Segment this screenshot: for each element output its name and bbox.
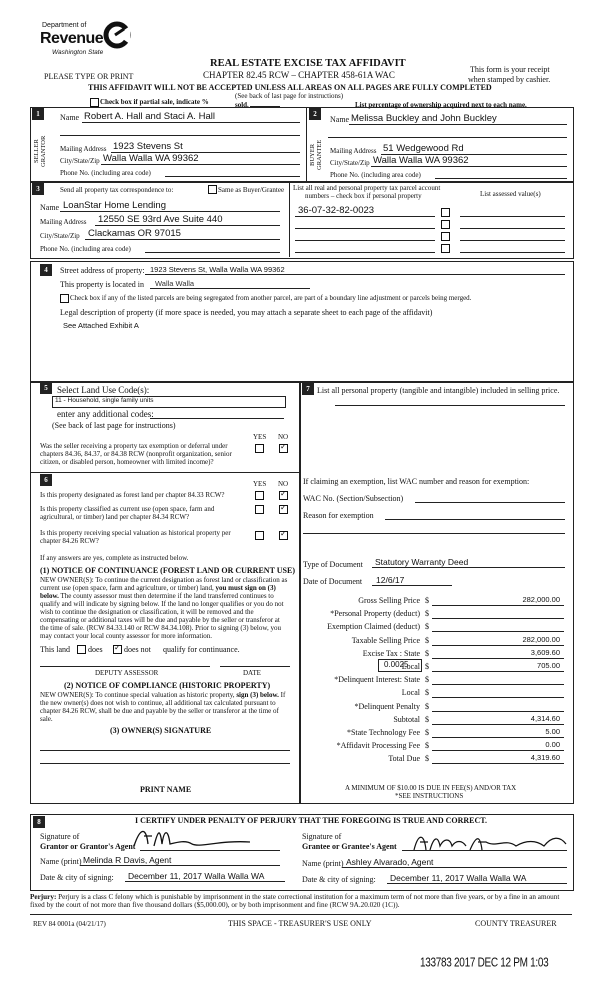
notice-continuance-text-2: The county assessor must then determine if the land transferred continues to qualify and will indicate by signing below. If the land no longer qualifies or you do not wish to continue the designation or classification, it will be removed and the compensating or additional taxes will be due and payable by the seller or transferor at the time of sale. (RCW 84.33.140 or RCW 84.34.108). Prior to signing (3) below, you may contact your local county assessor for more information. xyxy=(40,592,284,641)
tax-row-label: *Delinquent Interest: State xyxy=(334,675,420,685)
tax-row-label: Gross Selling Price xyxy=(358,596,420,605)
tax-row-label: *Delinquent Penalty xyxy=(354,701,420,711)
print-name-label: PRINT NAME xyxy=(140,785,192,794)
parcel-header-1: List all real and personal property tax parcel account xyxy=(293,184,441,192)
deputy-assessor-label: DEPUTY ASSESSOR xyxy=(95,669,159,677)
exemption-reason-label: Reason for exemption xyxy=(303,511,374,520)
form-number: REV 84 0001a (04/21/17) xyxy=(33,920,106,928)
grantor-signature-of: Signature of xyxy=(40,832,80,841)
tax-row-line xyxy=(432,750,564,751)
seller-name-line-2 xyxy=(60,135,300,136)
tax-row-dollar: $ xyxy=(425,662,429,671)
form-warning: THIS AFFIDAVIT WILL NOT BE ACCEPTED UNLESS ALL AREAS ON ALL PAGES ARE FULLY COMPLETED xyxy=(88,83,492,92)
tax-row-label: *Personal Property (deduct) xyxy=(330,609,420,619)
cashier-stamp: 133783 2017 DEC 12 PM 1:03 xyxy=(420,956,549,971)
personal-property-checkbox-2[interactable] xyxy=(441,220,450,229)
tax-rate-value: 0.0025 xyxy=(384,660,409,669)
sec6-yes-header: YES xyxy=(253,480,267,488)
seller-name-value[interactable]: Robert A. Hall and Staci A. Hall xyxy=(84,111,215,122)
land-use-label: Select Land Use Code(s): xyxy=(57,385,150,395)
buyer-city-line xyxy=(371,166,567,167)
tax-city-label: City/State/Zip xyxy=(40,232,80,240)
notice-compliance-body xyxy=(40,691,290,723)
qualify-label: qualify for continuance. xyxy=(163,645,240,654)
exemption-no-checkbox[interactable] xyxy=(279,444,288,453)
personal-property-checkbox-4[interactable] xyxy=(441,244,450,253)
grantee-date-value[interactable]: December 11, 2017 Walla Walla WA xyxy=(390,873,527,883)
tax-row-dollar: $ xyxy=(425,609,429,619)
tax-row-value[interactable]: 4,319.60 xyxy=(530,753,560,763)
tax-name-label: Name xyxy=(40,203,60,212)
same-as-buyer-checkbox[interactable] xyxy=(208,185,217,194)
notice-continuance-bold: you must sign on (3) below. xyxy=(40,584,276,601)
parcel-line-1 xyxy=(295,216,435,217)
tax-row-value[interactable]: 4,314.60 xyxy=(530,713,560,723)
document-date-label: Date of Document xyxy=(303,577,363,586)
grantee-signature-line xyxy=(402,850,567,851)
assessor-date-line xyxy=(220,666,290,667)
grantor-date-value[interactable]: December 11, 2017 Walla Walla WA xyxy=(128,871,265,881)
notice-compliance-text-2: If the new owner(s) does not wish to continue, all additional tax calculated pursuant to chapter 84.26 RCW, shall be due and payable by the seller or transferor at the time of sale. xyxy=(40,691,286,724)
tax-row-dollar: $ xyxy=(425,754,429,764)
grantee-agent-label: Grantee or Grantee's Agent xyxy=(302,842,397,851)
see-back-note: (See back of last page for instructions) xyxy=(235,92,344,100)
wac-number-label: WAC No. (Section/Subsection) xyxy=(303,494,404,503)
tax-phone-label: Phone No. (including area code) xyxy=(40,245,131,253)
buyer-name-label: Name xyxy=(330,115,350,124)
send-correspondence-label: Send all property tax correspondence to: xyxy=(60,186,174,194)
treasurer-space-label: THIS SPACE - TREASURER'S USE ONLY xyxy=(228,919,372,928)
buyer-city-value[interactable]: Walla Walla WA 99362 xyxy=(373,155,469,166)
tax-row-label: Taxable Selling Price xyxy=(351,635,420,645)
document-type-label: Type of Document xyxy=(303,560,363,569)
tax-row-line xyxy=(432,711,564,712)
tax-row-label: Subtotal xyxy=(393,714,420,724)
section-1-2-divider xyxy=(306,107,307,182)
tax-row-label: Total Due xyxy=(388,754,420,764)
buyer-phone-line xyxy=(435,178,567,179)
logo-revenue: Revenue xyxy=(40,30,104,47)
notice-continuance-text-1: NEW OWNER(S): To continue the current designation as forest land or classification as current use (open space, farm and agriculture, or timber) land, xyxy=(40,576,288,593)
seller-city-value[interactable]: Walla Walla WA 99362 xyxy=(103,153,199,164)
deputy-assessor-line xyxy=(40,666,210,667)
land-use-value: 11 - Household, single family units xyxy=(55,397,154,404)
buyer-name-value[interactable]: Melissa Buckley and John Buckley xyxy=(351,113,497,124)
document-date-value[interactable]: 12/6/17 xyxy=(376,575,405,585)
tax-row-line xyxy=(432,658,564,659)
exemption-claim-label: If claiming an exemption, list WAC number and reason for exemption: xyxy=(303,477,530,486)
document-date-line xyxy=(372,585,452,586)
grantor-signature-line xyxy=(140,850,280,851)
grantor-date-line xyxy=(125,881,285,882)
buyer-phone-label: Phone No. (including area code) xyxy=(330,171,421,179)
tax-phone-line xyxy=(145,252,280,253)
tax-row-label: *Affidavit Processing Fee xyxy=(336,741,420,751)
grantor-agent-label: Grantor or Grantor's Agent xyxy=(40,842,136,851)
tax-row-label: Local xyxy=(401,688,420,698)
county-treasurer-label: COUNTY TREASURER xyxy=(475,919,557,928)
tax-row-label: Local xyxy=(401,662,420,671)
section-8-number: 8 xyxy=(33,816,45,828)
land-does-checkbox[interactable] xyxy=(77,645,86,654)
current-use-yes-checkbox[interactable] xyxy=(255,505,264,514)
tax-row-dollar: $ xyxy=(425,714,429,724)
grantee-name-line xyxy=(342,867,567,868)
ownership-note: List percentage of ownership acquired next to each name. xyxy=(355,101,527,109)
section-4-number: 4 xyxy=(40,264,52,276)
tax-city-value[interactable]: Clackamas OR 97015 xyxy=(88,228,181,239)
grantee-name-label: Name (print) xyxy=(302,859,344,868)
seller-mailing-value[interactable]: 1923 Stevens St xyxy=(113,141,183,152)
tax-mailing-line xyxy=(95,225,280,226)
exemption-yes-checkbox[interactable] xyxy=(255,444,264,453)
tax-row-dollar: $ xyxy=(425,701,429,711)
section-6-number: 6 xyxy=(40,474,52,486)
parcel-divider xyxy=(289,181,290,257)
section-3-number: 3 xyxy=(32,183,44,195)
logo-state: Washington State xyxy=(52,49,104,56)
buyer-name-line xyxy=(349,124,567,125)
footer-divider xyxy=(30,914,572,915)
owner-signature-line-2 xyxy=(40,763,290,764)
legal-description-value[interactable]: See Attached Exhibit A xyxy=(63,321,139,330)
street-address-value[interactable]: 1923 Stevens St, Walla Walla WA 99362 xyxy=(150,265,285,274)
assessed-header: List assessed value(s) xyxy=(480,190,541,198)
grantor-signature[interactable] xyxy=(130,824,270,852)
assessed-line-4 xyxy=(460,252,565,253)
grantee-name-value[interactable]: Ashley Alvarado, Agent xyxy=(346,857,434,867)
personal-property-checkbox-3[interactable] xyxy=(441,232,450,241)
document-type-value[interactable]: Statutory Warranty Deed xyxy=(375,557,469,567)
same-as-buyer-label: Same as Buyer/Grantee xyxy=(218,186,285,194)
buyer-mailing-value[interactable]: 51 Wedgewood Rd xyxy=(383,143,464,154)
tax-row-line xyxy=(432,697,564,698)
section-7-number: 7 xyxy=(302,383,314,395)
parcel-header-2: numbers – check box if personal property xyxy=(305,192,422,200)
seller-name-line xyxy=(82,122,300,123)
tax-row-dollar: $ xyxy=(425,688,429,698)
assessed-line-3 xyxy=(460,240,565,241)
seller-grantor-label: SELLER GRANTOR xyxy=(33,135,47,167)
tax-name-value[interactable]: LoanStar Home Lending xyxy=(63,200,166,211)
land-use-select[interactable] xyxy=(52,396,286,408)
current-use-no-checkbox[interactable] xyxy=(279,505,288,514)
tax-row-value[interactable]: 282,000.00 xyxy=(522,634,560,644)
forest-land-question: Is this property designated as forest land per chapter 84.33 RCW? xyxy=(40,491,225,499)
segregated-checkbox[interactable] xyxy=(60,294,69,303)
tax-row-dollar: $ xyxy=(425,622,429,632)
exemption-reason-line-2 xyxy=(303,533,565,534)
partial-sale-checkbox[interactable] xyxy=(90,98,99,107)
located-in-value[interactable]: Walla Walla xyxy=(155,279,195,288)
tax-row-line xyxy=(432,671,564,672)
seller-city-line xyxy=(101,164,300,165)
perjury-text: Perjury is a class C felony which is punishable by imprisonment in the state correctional institution for a maximum term of not more than five years, or by a fine in an amount fixed by the court of not more than five thousand dollars ($5,000.00), or by both imprisonment and fine (RCW 9A.20.020 (1C)). xyxy=(30,893,560,910)
current-use-question: Is this property classified as current use (open space, farm and agricultural, or timber) land per chapter 84.34 RCW? xyxy=(40,505,215,522)
tax-row-dollar: $ xyxy=(425,741,429,751)
notice-continuance-title: (1) NOTICE OF CONTINUANCE (FOREST LAND OR CURRENT USE) xyxy=(40,566,295,575)
minimum-fee-note: A MINIMUM OF $10.00 IS DUE IN FEE(S) AND/OR TAX xyxy=(345,784,517,792)
forest-no-checkbox[interactable] xyxy=(279,491,288,500)
tax-row-value[interactable]: 3,609.60 xyxy=(530,647,560,657)
tax-city-line xyxy=(85,239,280,240)
parcel-line-2 xyxy=(295,228,435,229)
notice-compliance-bold: sign (3) below. xyxy=(236,691,279,699)
personal-property-checkbox-1[interactable] xyxy=(441,208,450,217)
sec5-no-header: NO xyxy=(278,433,289,441)
land-use-see-back: (See back of last page for instructions) xyxy=(52,421,176,430)
section-5-number: 5 xyxy=(40,382,52,394)
street-address-label: Street address of property: xyxy=(60,266,145,275)
tax-row-label: Exemption Claimed (deduct) xyxy=(327,622,420,632)
land-does-not-checkbox[interactable] xyxy=(113,645,122,654)
logo-dept: Department of xyxy=(42,22,87,29)
owner-signature-label: (3) OWNER(S) SIGNATURE xyxy=(110,726,212,735)
assessed-line-2 xyxy=(460,228,565,229)
grantee-date-line xyxy=(387,883,567,884)
seller-name-label: Name xyxy=(60,113,80,122)
segregated-label: Check box if any of the listed parcels are being segregated from another parcel, are part of a boundary line adjustment or parcels being merged. xyxy=(70,294,472,302)
tax-row-dollar: $ xyxy=(425,728,429,737)
tax-row-value[interactable]: 282,000.00 xyxy=(522,595,560,604)
seller-mailing-label: Mailing Address xyxy=(60,145,107,153)
type-or-print: PLEASE TYPE OR PRINT xyxy=(44,72,134,81)
tax-mailing-label: Mailing Address xyxy=(40,218,87,226)
document-type-line xyxy=(372,567,565,568)
grantee-signature[interactable] xyxy=(410,828,575,856)
parcel-line-4 xyxy=(295,252,435,253)
tax-row-line xyxy=(432,737,564,738)
parcel-number-1[interactable]: 36-07-32-82-0023 xyxy=(298,205,375,216)
grantor-date-label: Date & city of signing: xyxy=(40,873,114,882)
assessor-date-label: DATE xyxy=(243,669,261,677)
this-land-label: This land xyxy=(40,645,70,654)
historic-no-checkbox[interactable] xyxy=(279,531,288,540)
parcel-line-3 xyxy=(295,240,435,241)
buyer-city-label: City/State/Zip xyxy=(330,159,370,167)
buyer-grantee-label: BUYER GRANTEE xyxy=(309,139,323,171)
tax-row-label: *State Technology Fee xyxy=(346,728,420,737)
owner-signature-line-1 xyxy=(40,750,290,751)
minimum-fee-see: *SEE INSTRUCTIONS xyxy=(395,792,464,800)
sec5-yes-header: YES xyxy=(253,433,267,441)
tax-mailing-value[interactable]: 12550 SE 93rd Ave Suite 440 xyxy=(98,214,223,225)
land-does-not-label: does not xyxy=(124,645,151,654)
tax-row-line xyxy=(432,618,564,619)
personal-property-label: List all personal property (tangible and intangible) included in selling price. xyxy=(317,386,560,395)
tax-row-line xyxy=(432,605,564,606)
sold-label: sold. xyxy=(235,101,249,109)
additional-codes-line xyxy=(150,418,284,419)
buyer-name-line-2 xyxy=(328,137,567,138)
section-1-number: 1 xyxy=(32,108,44,120)
assessed-line-1 xyxy=(460,216,565,217)
notice-compliance-title: (2) NOTICE OF COMPLIANCE (HISTORIC PROPERTY) xyxy=(64,681,271,690)
tax-row-line xyxy=(432,724,564,725)
tax-row-line xyxy=(432,763,564,764)
sec6-no-header: NO xyxy=(278,480,289,488)
revenue-swoosh-icon xyxy=(102,20,132,50)
if-yes-instruction: If any answers are yes, complete as instructed below. xyxy=(40,554,189,562)
buyer-mailing-label: Mailing Address xyxy=(330,147,377,155)
street-address-line xyxy=(145,274,565,275)
certify-statement: I CERTIFY UNDER PENALTY OF PERJURY THAT THE FOREGOING IS TRUE AND CORRECT. xyxy=(135,816,488,825)
tax-row-line xyxy=(432,645,564,646)
tax-row-dollar: $ xyxy=(425,635,429,645)
grantor-name-line xyxy=(80,865,280,866)
forest-yes-checkbox[interactable] xyxy=(255,491,264,500)
seller-phone-line xyxy=(165,176,300,177)
partial-sale-label: Check box if partial sale, indicate % xyxy=(100,98,209,106)
tax-row-label: Excise Tax : State xyxy=(362,648,420,658)
receipt-note-1: This form is your receipt xyxy=(470,65,550,74)
form-title: REAL ESTATE EXCISE TAX AFFIDAVIT xyxy=(210,58,406,69)
grantor-name-value[interactable]: Melinda R Davis, Agent xyxy=(83,855,172,865)
tax-row-dollar: $ xyxy=(425,675,429,685)
tax-row-value[interactable]: 705.00 xyxy=(537,661,560,670)
land-does-label: does xyxy=(88,645,103,654)
grantor-name-label: Name (print) xyxy=(40,857,82,866)
located-in-label: This property is located in xyxy=(60,280,144,289)
perjury-label: Perjury: xyxy=(30,893,57,901)
perjury-notice xyxy=(30,893,572,910)
receipt-note-2: when stamped by cashier. xyxy=(468,75,551,84)
tax-row-dollar: $ xyxy=(425,648,429,658)
seller-city-label: City/State/Zip xyxy=(60,157,100,165)
historic-question: Is this property receiving special valuation as historical property per chapter 84.26 RCW? xyxy=(40,529,231,546)
legal-description-label: Legal description of property (if more space is needed, you may attach a separate sheet to each page of the affidavit) xyxy=(60,308,433,317)
form-subtitle: CHAPTER 82.45 RCW – CHAPTER 458-61A WAC xyxy=(203,70,395,80)
notice-continuance-body xyxy=(40,576,290,640)
dor-logo xyxy=(30,16,140,68)
wac-number-line xyxy=(415,502,565,503)
historic-yes-checkbox[interactable] xyxy=(255,531,264,540)
grantee-signature-of: Signature of xyxy=(302,832,342,841)
seller-phone-label: Phone No. (including area code) xyxy=(60,169,151,177)
additional-codes-label: enter any additional codes: xyxy=(57,409,154,419)
exemption-reason-line xyxy=(385,519,565,520)
tax-row-line xyxy=(432,684,564,685)
grantee-date-label: Date & city of signing: xyxy=(302,875,376,884)
tax-row-value[interactable]: 5.00 xyxy=(545,727,560,736)
section-2-number: 2 xyxy=(309,108,321,120)
tax-row-value[interactable]: 0.00 xyxy=(545,740,560,750)
tax-row-line xyxy=(432,631,564,632)
tax-row-dollar: $ xyxy=(425,596,429,605)
tax-name-line xyxy=(60,211,280,212)
exemption-question: Was the seller receiving a property tax exemption or deferral under chapters 84.36, 84.37, or 84.38 RCW (nonprofit organization, senior citizen, or disabled person, homeowner with limited income)? xyxy=(40,442,232,467)
located-in-line xyxy=(150,288,310,289)
personal-property-line xyxy=(335,405,565,406)
notice-compliance-text-1: NEW OWNER(S): To continue special valuation as historic property, xyxy=(40,691,237,699)
